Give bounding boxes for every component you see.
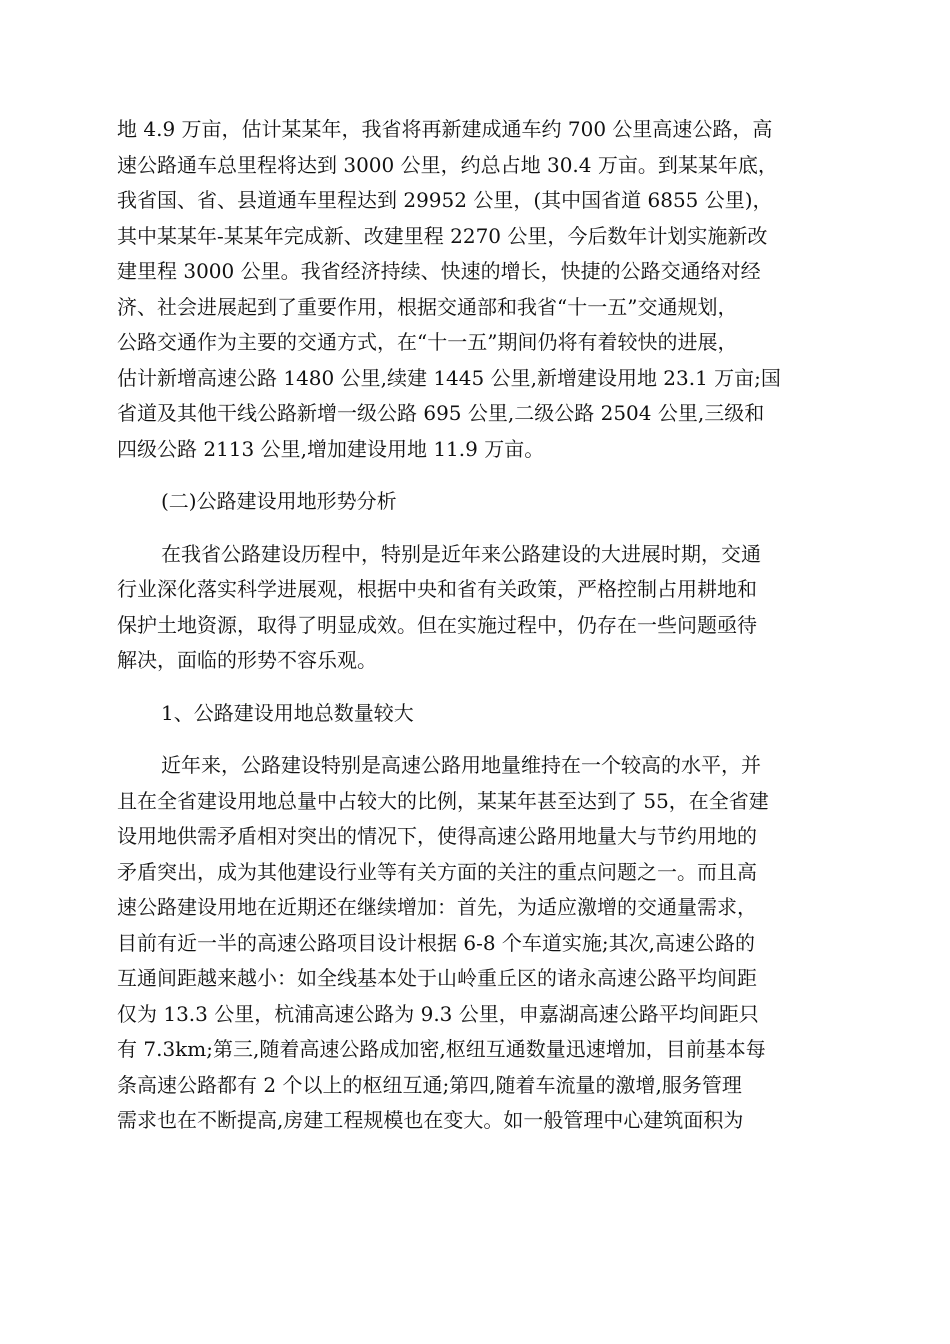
- text-line: 济、社会进展起到了重要作用，根据交通部和我省“十一五”交通规划，: [117, 294, 738, 319]
- text-line: 近年来，公路建设特别是高速公路用地量维持在一个较高的水平，并: [161, 753, 761, 777]
- text-line: 在我省公路建设历程中，特别是近年来公路建设的大进展时期，交通: [161, 541, 761, 566]
- text-line: 估计新增高速公路 1480 公里,续建 1445 公里,新增建设用地 23.1 万亩;国: [117, 365, 781, 390]
- heading-text: 1、公路建设用地总数量较大: [161, 700, 414, 725]
- text-line: 行业深化落实科学进展观，根据中央和省有关政策，严格控制占用耕地和: [117, 577, 757, 601]
- text-line: 解决，面临的形势不容乐观。: [117, 648, 377, 672]
- text-line: 其中某某年-某某年完成新、改建里程 2270 公里，今后数年计划实施新改: [117, 223, 768, 248]
- text-line: 设用地供需矛盾相对突出的情况下，使得高速公路用地量大与节约用地的: [117, 824, 757, 848]
- text-line: 地 4.9 万亩，估计某某年，我省将再新建成通车约 700 公里高速公路，高: [117, 117, 773, 141]
- text-line: 条高速公路都有 2 个以上的枢纽互通;第四,随着车流量的激增,服务管理: [117, 1072, 742, 1097]
- text-line: 我省国、省、县道通车里程达到 29952 公里，(其中国省道 6855 公里)，: [117, 188, 773, 212]
- paragraph-construction-history: [117, 537, 833, 679]
- text-line: 且在全省建设用地总量中占较大的比例，某某年甚至达到了 55，在全省建: [117, 788, 769, 813]
- heading-text: (二)公路建设用地形势分析: [161, 489, 397, 513]
- text-line: 需求也在不断提高,房建工程规模也在变大。如一般管理中心建筑面积为: [117, 1108, 744, 1132]
- text-line: 建里程 3000 公里。我省经济持续、快速的增长，快捷的公路交通络对经: [117, 259, 761, 283]
- text-line: 互通间距越来越小：如全线基本处于山岭重丘区的诸永高速公路平均间距: [117, 966, 757, 990]
- subheading-total-land-use: [117, 696, 833, 732]
- paragraph-highway-land-use: [117, 748, 833, 1139]
- text-line: 公路交通作为主要的交通方式，在“十一五”期间仍将有着较快的进展，: [117, 330, 738, 354]
- paragraph-road-statistics: [117, 112, 833, 467]
- text-line: 省道及其他干线公路新增一级公路 695 公里,二级公路 2504 公里,三级和: [117, 401, 765, 425]
- text-line: 四级公路 2113 公里,增加建设用地 11.9 万亩。: [117, 436, 545, 461]
- text-line: 速公路通车总里程将达到 3000 公里，约总占地 30.4 万亩。到某某年底，: [117, 152, 778, 177]
- text-line: 速公路建设用地在近期还在继续增加：首先，为适应激增的交通量需求，: [117, 895, 757, 919]
- document-body: [117, 112, 833, 1139]
- text-line: 保护土地资源，取得了明显成效。但在实施过程中，仍存在一些问题亟待: [117, 612, 757, 637]
- text-line: 目前有近一半的高速公路项目设计根据 6-8 个车道实施;其次,高速公路的: [117, 930, 756, 955]
- text-line: 矛盾突出，成为其他建设行业等有关方面的关注的重点问题之一。而且高: [117, 859, 757, 884]
- text-line: 仅为 13.3 公里，杭浦高速公路为 9.3 公里，申嘉湖高速公路平均间距只: [117, 1001, 759, 1026]
- section-heading-land-use-analysis: [117, 484, 833, 520]
- text-line: 有 7.3km;第三,随着高速公路成加密,枢纽互通数量迅速增加，目前基本每: [117, 1037, 766, 1061]
